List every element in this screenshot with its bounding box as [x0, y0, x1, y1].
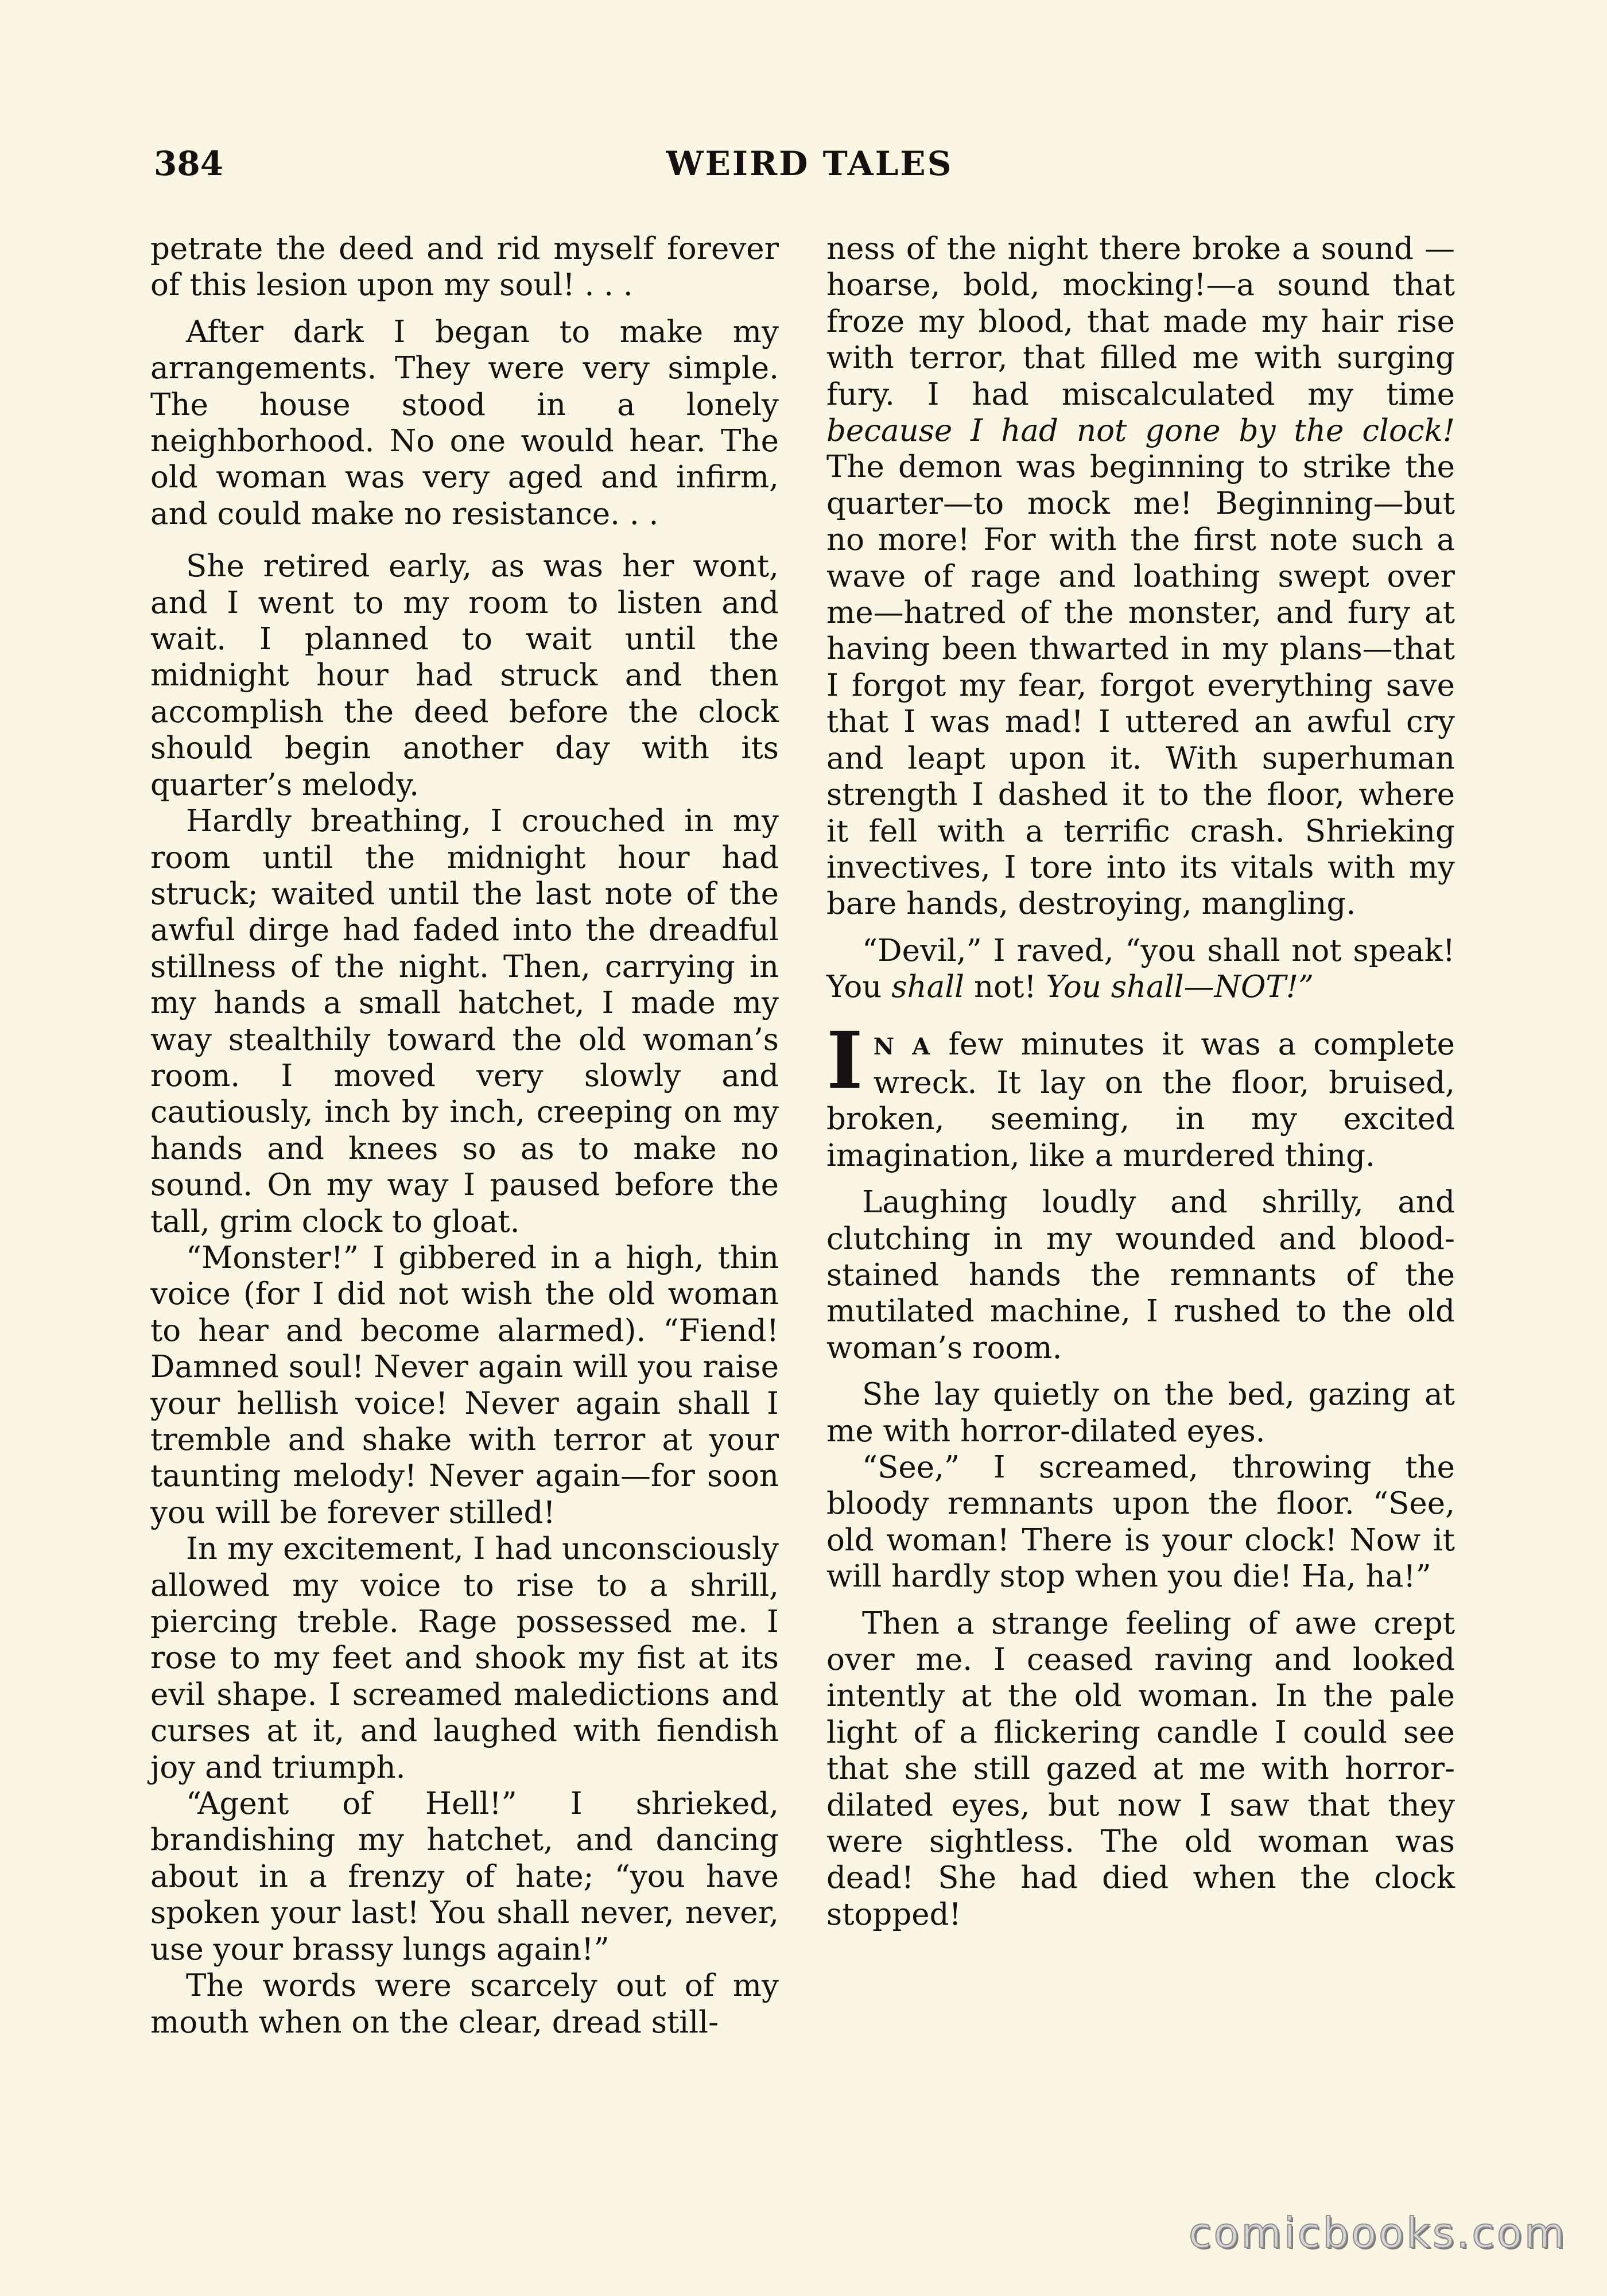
paragraph: She retired early, as was her wont, and I went to my room to listen and wait. I planned to wait until the midnight hour had struck and then accomplish the deed before the clock should begin another day with its quarter’s melody. [150, 549, 779, 802]
running-title: WEIRD TALES [666, 144, 953, 183]
paragraph [826, 933, 1455, 1006]
paragraph: “Agent of Hell!” I shrieked, brandishing my hatchet, and dancing about in a frenzy of hate; “you have spoken your last! You shall never, never, use your brassy lungs again!” [150, 1786, 779, 1967]
paragraph: “Monster!” I gibbered in a high, thin voice (for I did not wish the old woman to hear and become alarmed). “Fiend! Damned soul! Never again will you raise your hellish voice! Never again shall I tremble and shake with terror at your taunting melody! Never again—for soon you will be forever stilled! [150, 1240, 779, 1530]
text-run: The demon was beginning to strike the quarter—to mock me! Beginning—but no more! For with the first note such a wave of rage and loathing swept over me—hatred of the monster, and fury at having been thwarted in my plans—that I forgot my fear, forgot everything save that I was mad! I uttered an awful cry and leapt upon it. With superhuman strength I dashed it to the floor, where it fell with a terrific crash. Shrieking invectives, I tore into its vitals with my bare hands, destroying, mangling. [826, 449, 1455, 922]
paragraph: “See,” I screamed, throwing the bloody remnants upon the floor. “See, old woman! There is your clock! Now it will hardly stop when you die! Ha, ha!” [826, 1450, 1455, 1595]
paragraph: After dark I began to make my arrangements. They were very simple. The house stood in a lonely neighborhood. No one would hear. The old woman was very aged and infirm, and could make no resistance. . . [150, 314, 779, 532]
text-run: few minutes it was a complete wreck. It lay on the floor, bruised, broken, seeming, in my excited imagination, like a murdered thing. [826, 1026, 1455, 1173]
right-column [826, 231, 1455, 1933]
section-opening-paragraph [826, 1014, 1455, 1174]
italic-text: because I had not gone by the clock! [826, 413, 1455, 449]
paragraph: She lay quietly on the bed, gazing at me with horror-dilated eyes. [826, 1377, 1455, 1449]
italic-text: You shall—NOT!” [1046, 969, 1314, 1005]
paragraph: Then a strange feeling of awe crept over me. I ceased raving and looked intently at the old woman. In the pale light of a flickering candle I could see that she still gazed at me with horror-dilated eyes, but now I saw that they were sightless. The old woman was dead! She had died when the clock stopped! [826, 1605, 1455, 1932]
page-header [154, 138, 1465, 189]
drop-cap: I [826, 1014, 863, 1107]
paragraph: petrate the deed and rid myself forever of this lesion upon my soul! . . . [150, 231, 779, 303]
text-run: ness of the night there broke a sound —hoarse, bold, mocking!—a sound that froze my blood, that made my hair rise with terror, that filled me with surging fury. I had miscalculated my time [826, 231, 1455, 412]
paragraph: The words were scarcely out of my mouth when on the clear, dread still- [150, 1968, 779, 2040]
small-caps-lead: N A [873, 1033, 931, 1060]
watermark-logo: comicbooks.com [1188, 2209, 1567, 2257]
italic-text: shall [891, 969, 965, 1005]
text-run: “Devil,” I raved, “you shall not speak! You [826, 933, 1455, 1005]
left-column [150, 231, 779, 2041]
paragraph: In my excitement, I had unconsciously allowed my voice to rise to a shrill, piercing treble. Rage possessed me. I rose to my feet and shook my fist at its evil shape. I screamed maledictions and curses at it, and laughed with fiendish joy and triumph. [150, 1531, 779, 1785]
text-run: not! [964, 969, 1046, 1005]
paragraph: Hardly breathing, I crouched in my room until the midnight hour had struck; waited until the last note of the awful dirge had faded into the dreadful stillness of the night. Then, carrying in my hands a small hatchet, I made my way stealthily toward the old woman’s room. I moved very slowly and cautiously, inch by inch, creeping on my hands and knees so as to make no sound. On my way I paused before the tall, grim clock to gloat. [150, 804, 779, 1239]
paragraph: Laughing loudly and shrilly, and clutching in my wounded and blood-stained hands the remnants of the mutilated machine, I rushed to the old woman’s room. [826, 1185, 1455, 1366]
page-number: 384 [154, 144, 224, 183]
paragraph [826, 231, 1455, 922]
